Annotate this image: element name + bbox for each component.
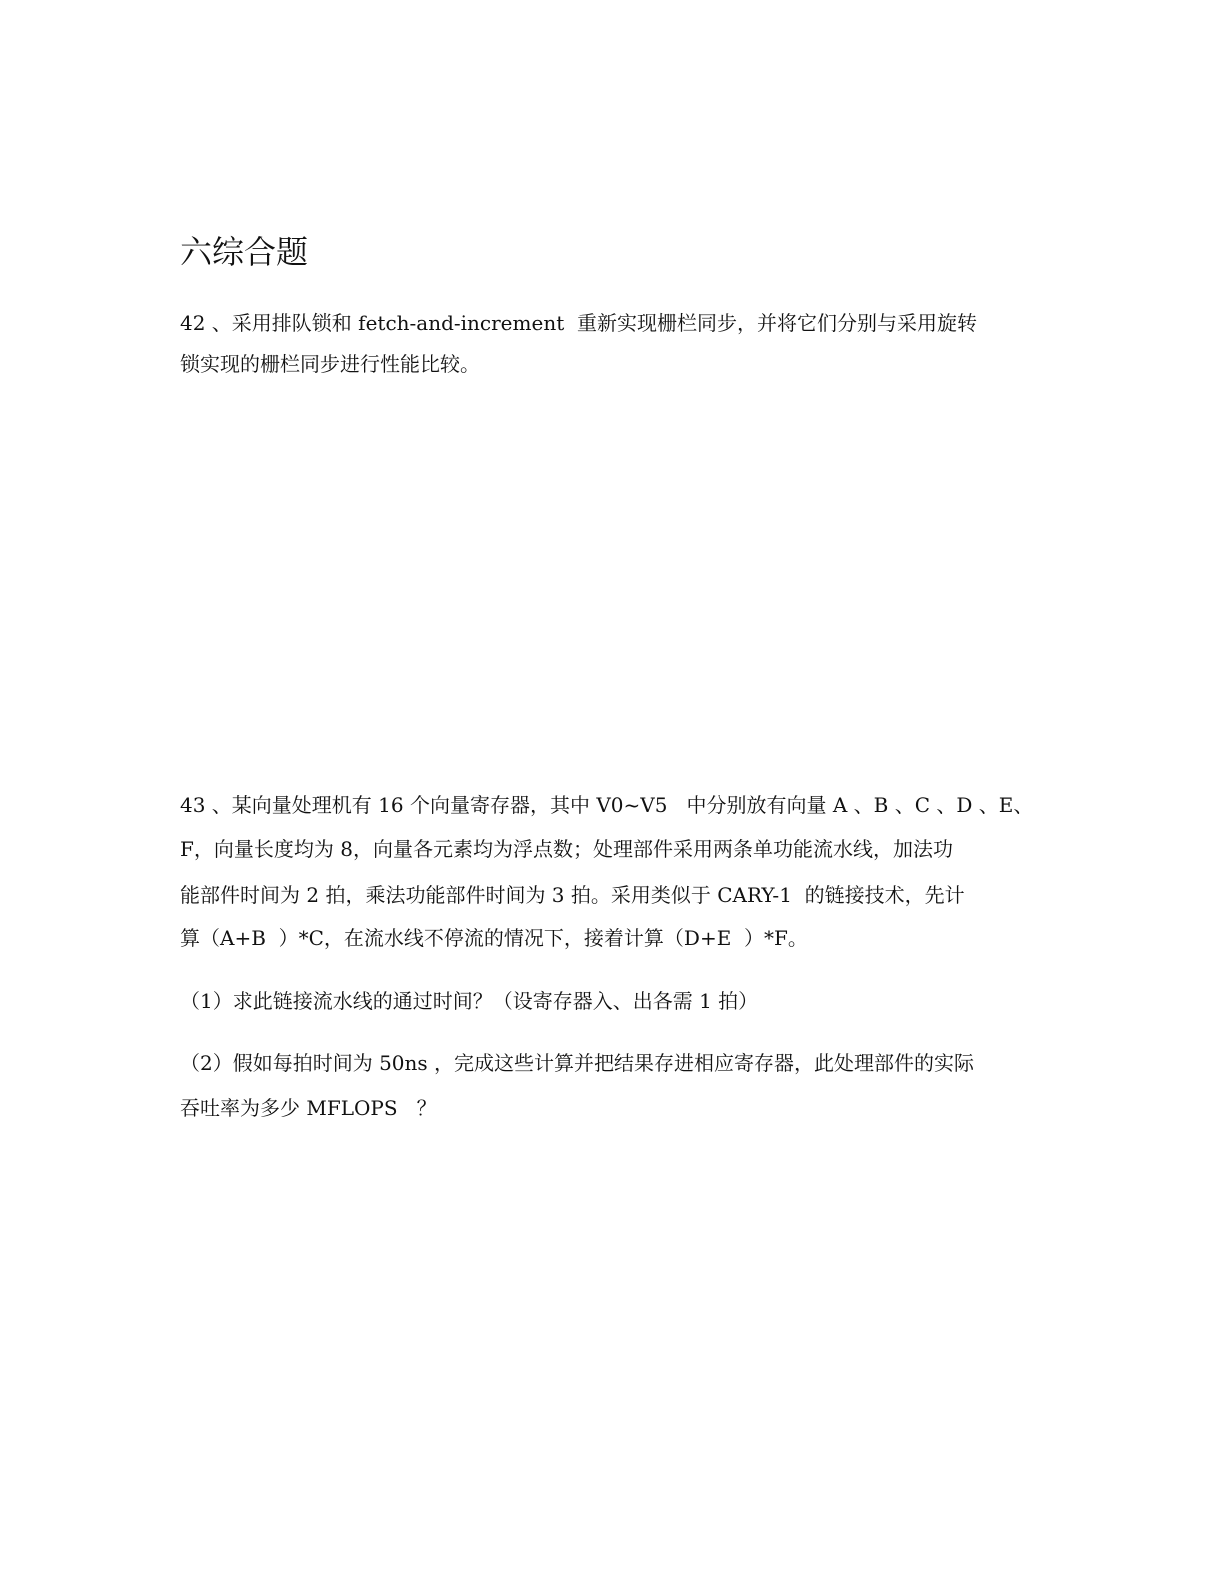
question-43-line-4: 算（A+B ）*C，在流水线不停流的情况下，接着计算（D+E ）*F。 [180, 926, 808, 950]
question-43-subquestion-2-line-2: 吞吐率为多少 MFLOPS ？ [180, 1096, 437, 1120]
section-heading: 六综合题 [180, 233, 309, 271]
question-42-line-2: 锁实现的栅栏同步进行性能比较。 [180, 352, 480, 376]
question-43-subquestion-1: （1）求此链接流水线的通过时间？（设寄存器入、出各需 1 拍） [180, 989, 759, 1013]
question-43-subquestion-2-line-1: （2）假如每拍时间为 50ns ，完成这些计算并把结果存进相应寄存器，此处理部件的实际 [180, 1051, 975, 1075]
question-43-line-1: 43 、某向量处理机有 16 个向量寄存器，其中 V0~V5 中分别放有向量 A 、B 、C 、D 、E、 [180, 793, 1034, 817]
question-43-line-3: 能部件时间为 2 拍，乘法功能部件时间为 3 拍。采用类似于 CARY-1 的链接技术，先计 [180, 883, 965, 907]
question-42-line-1: 42 、采用排队锁和 fetch-and-increment 重新实现栅栏同步，并将它们分别与采用旋转 [180, 311, 977, 335]
question-43-line-2: F，向量长度均为 8，向量各元素均为浮点数；处理部件采用两条单功能流水线，加法功 [180, 837, 953, 861]
